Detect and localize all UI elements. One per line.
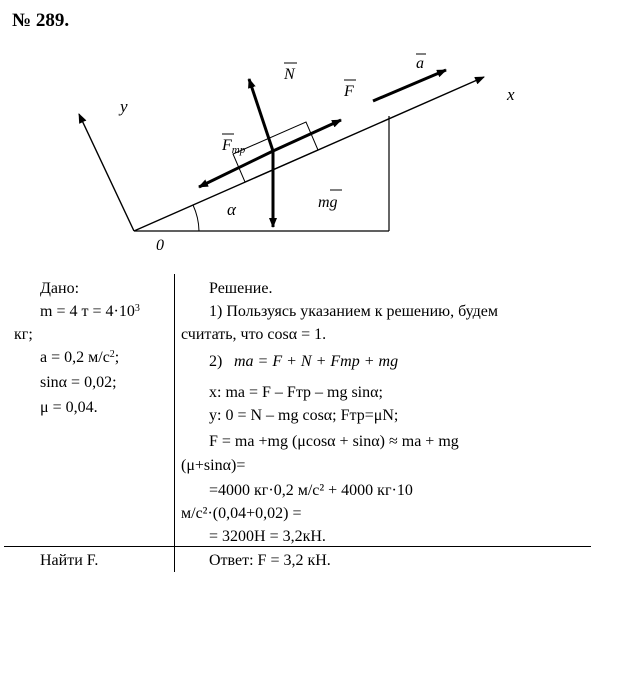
solution-calc-line2: м/с²·(0,04+0,02) = — [181, 505, 302, 522]
label-Ftr: Fтр — [222, 137, 246, 156]
given-header: Дано: — [40, 280, 80, 297]
block — [233, 122, 318, 182]
label-alpha: α — [227, 200, 236, 219]
solution-step2-number: 2) — [209, 353, 223, 370]
solution-answer: Ответ: F = 3,2 кН. — [209, 552, 331, 569]
normal-force-arrow — [249, 79, 273, 151]
y-axis — [79, 114, 134, 231]
label-y: y — [120, 97, 128, 116]
solution-x-equation: x: ma = F – Fтр – mg sinα; — [209, 384, 383, 401]
given-acceleration: a = 0,2 $м/с^2$; — [40, 349, 120, 366]
label-F: F — [344, 83, 354, 100]
solution-header: Решение. — [209, 280, 273, 297]
label-origin: 0 — [156, 237, 164, 254]
solution-calc-line3: = 3200Н = 3,2кН. — [209, 528, 326, 545]
angle-arc — [193, 205, 199, 231]
label-a: a — [416, 55, 424, 72]
given-mass: m = 4 $т = 4\cdot 10^3$ — [40, 303, 140, 320]
friction-force-arrow — [199, 151, 273, 187]
solution-F-equation-line2: (μ+sinα)= — [181, 457, 246, 474]
solution-step1-line1: 1) Пользуясь указанием к решению, будем — [209, 303, 498, 320]
label-mg: mg — [318, 194, 338, 211]
solution-step2-equation: ma = F + N + Fтр + mg — [234, 353, 399, 370]
acceleration-arrow — [373, 70, 446, 101]
inclined-plane-diagram — [0, 0, 623, 270]
solution-F-equation-line1: F = ma +mg (μcosα + sinα) ≈ ma + mg — [209, 433, 459, 450]
find-label: Найти F. — [40, 552, 99, 569]
solution-y-equation: y: 0 = N – mg cosα; Fтр=μN; — [209, 407, 399, 424]
label-N: N — [284, 66, 295, 83]
solution-step1-line2: считать, что cosα = 1. — [181, 326, 327, 343]
label-x: x — [507, 85, 515, 104]
given-sin: sinα = 0,02; — [40, 374, 117, 391]
solution-calc-line1: =4000 кг·0,2 м/с² + 4000 кг·10 — [209, 482, 413, 499]
given-mu: μ = 0,04. — [40, 399, 98, 416]
table-vertical-divider — [174, 274, 175, 572]
problem-number: № 289. — [12, 10, 70, 31]
given-mass-unit: кг; — [14, 326, 33, 343]
